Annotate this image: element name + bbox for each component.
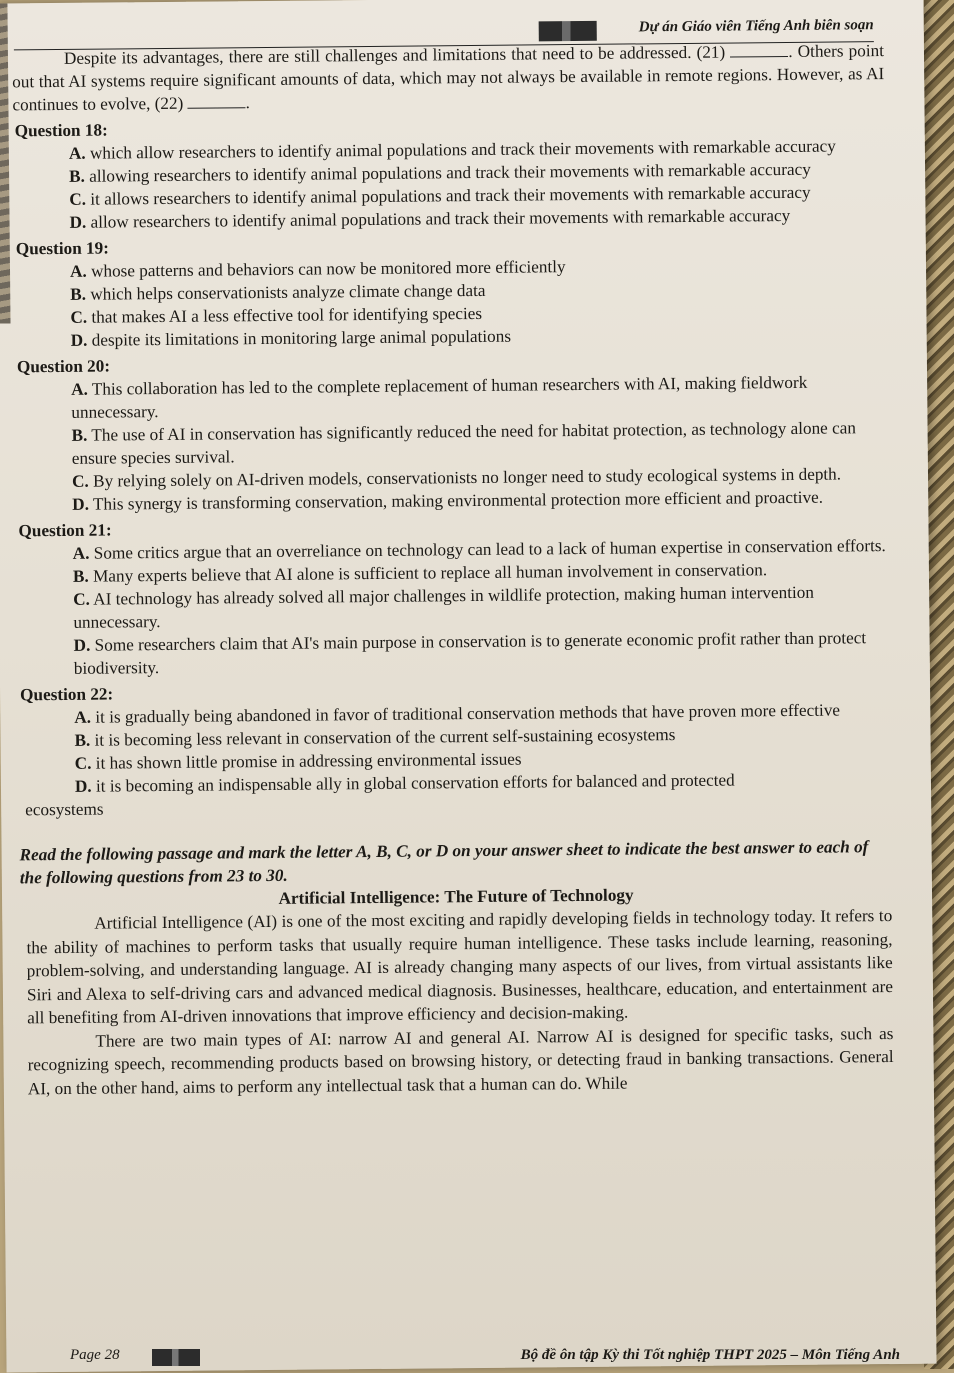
page-shadow-edge [0, 3, 11, 323]
option-text: This synergy is transforming conservation, making environmental protection more efficient and proactive. [92, 487, 824, 514]
option-letter: C. [70, 307, 88, 327]
option-letter: A. [71, 379, 88, 399]
passage-paragraph-2: There are two main types of AI: narrow AI and general AI. Narrow AI is designed for specific tasks, such as recognizing speech, recommending products based on browsing history, or detecting fraud in banking transactions. General AI, on the other hand, aims to perform any intellectual task that a human can do. While [27, 1023, 894, 1098]
header-project-title: Dự án Giáo viên Tiếng Anh biên soạn [638, 17, 874, 36]
option-text: By relying solely on AI-driven models, conservationists no longer need to study ecological systems in depth. [92, 464, 842, 491]
option-text: it has shown little promise in addressing environmental issues [95, 749, 522, 773]
option-c[interactable] [73, 580, 889, 634]
option-text: allowing researchers to identify animal populations and track their movements with remarkable accuracy [89, 159, 811, 186]
question-title: Question 22: [19, 684, 114, 705]
passage-title: Artificial Intelligence: The Future of Technology [278, 885, 634, 908]
option-text: Some critics argue that an overreliance on technology can lead to a lack of human expertise in conservation efforts. [93, 536, 886, 563]
option-text: which allow researchers to identify animal populations and track their movements with remarkable accuracy [89, 136, 836, 163]
question-title: Question 18: [14, 120, 108, 141]
option-text: The use of AI in conservation has significantly reduced the need for habitat protection, as technology alone can ensure species survival. [71, 418, 857, 468]
question-title: Question 21: [18, 520, 112, 541]
option-letter: D. [72, 494, 90, 514]
option-d[interactable] [74, 626, 890, 680]
footer-logo-mark [152, 1349, 200, 1366]
option-text: it is becoming less relevant in conservation of the current self-sustaining ecosystems [94, 725, 676, 750]
option-text: AI technology has already solved all major challenges in wildlife protection, making human intervention unnecessary. [73, 582, 815, 632]
option-text: that makes AI a less effective tool for identifying species [91, 303, 483, 327]
intro-paragraph [12, 39, 885, 116]
option-letter: A. [69, 261, 87, 281]
option-letter: B. [70, 284, 87, 304]
intro-line-2-end: . [245, 93, 250, 113]
question-20 [15, 347, 889, 516]
option-letter: A. [68, 143, 86, 163]
option-text: it allows researchers to identify animal populations and track their movements with remarkable accuracy [90, 182, 811, 209]
blank-22 [188, 93, 246, 109]
option-letter: A. [74, 707, 92, 727]
intro-line-1: Despite its advantages, there are still challenges and limitations that need to be addressed. (21) [63, 42, 726, 68]
option-letter: B. [71, 425, 88, 445]
question-title: Question 20: [16, 356, 111, 377]
option-text: This collaboration has led to the complete replacement of human researchers with AI, making fieldwork unnecessary. [71, 372, 808, 422]
option-text: Many experts believe that AI alone is sufficient to replace all human involvement in conservation. [92, 560, 768, 586]
option-letter: D. [74, 776, 92, 796]
option-letter: C. [73, 589, 90, 609]
option-text: it is becoming an indispensable ally in global conservation efforts for balanced and protected [95, 770, 735, 796]
option-letter: D. [70, 330, 88, 350]
section-instruction: Read the following passage and mark the letter A, B, C, or D on your answer sheet to indicate the best answer to each of the following questions from 23 to 30. [19, 837, 869, 888]
option-text: allow researchers to identify animal populations and track their movements with remarkable accuracy [90, 205, 791, 232]
header-logo-mark [539, 21, 597, 42]
question-title: Question 19: [15, 238, 109, 259]
question-21 [16, 511, 890, 680]
page-content [12, 39, 894, 1100]
question-22 [18, 675, 891, 821]
option-letter: D. [69, 212, 87, 232]
option-text: whose patterns and behaviors can now be monitored more efficiently [90, 257, 566, 281]
option-text: despite its limitations in monitoring large animal populations [91, 326, 512, 350]
option-letter: B. [72, 566, 89, 586]
option-d-continuation: ecosystems [25, 799, 104, 820]
option-text: which helps conservationists analyze climate change data [90, 280, 486, 304]
option-text: it is gradually being abandoned in favor of traditional conservation methods that have proven more effective [95, 700, 841, 727]
option-b[interactable] [71, 416, 887, 470]
option-letter: C. [74, 753, 92, 773]
question-19 [14, 229, 887, 352]
blank-21 [730, 42, 788, 58]
option-letter: D. [73, 635, 91, 655]
option-letter: A. [72, 543, 90, 563]
page-number: Page 28 [70, 1347, 120, 1363]
question-18 [13, 111, 886, 234]
option-a[interactable] [71, 370, 887, 424]
option-letter: C. [69, 189, 87, 209]
footer-book-title: Bộ đề ôn tập Kỳ thi Tốt nghiệp THPT 2025 – Môn Tiếng Anh [520, 1347, 900, 1363]
option-letter: C. [71, 471, 89, 491]
intro-line-2: Others point out that AI systems require significant amounts of data, which may not always be available in remote regions. However, as AI continues to evolve, (22) [12, 41, 885, 115]
intro-line-1-end: . [788, 41, 793, 61]
option-letter: B. [69, 166, 85, 186]
page-footer [70, 1347, 900, 1369]
passage-paragraph-1: Artificial Intelligence (AI) is one of the most exciting and rapidly developing fields in technology today. It refers to the ability of machines to perform tasks that usually require human intelligence. These tasks include learning, reasoning, problem-solving, and understanding language. AI is already changing many aspects of our lives, from virtual assistants like Siri and Alexa to self-driving cars and advanced medical diagnosis. Businesses, healthcare, education, and entertainment are all benefiting from AI-driven innovations that improve efficiency and decision-making. [26, 906, 894, 1028]
option-text: Some researchers claim that AI's main purpose in conservation is to generate economic profit rather than protect biodiversity. [73, 628, 867, 678]
option-letter: B. [74, 730, 91, 750]
